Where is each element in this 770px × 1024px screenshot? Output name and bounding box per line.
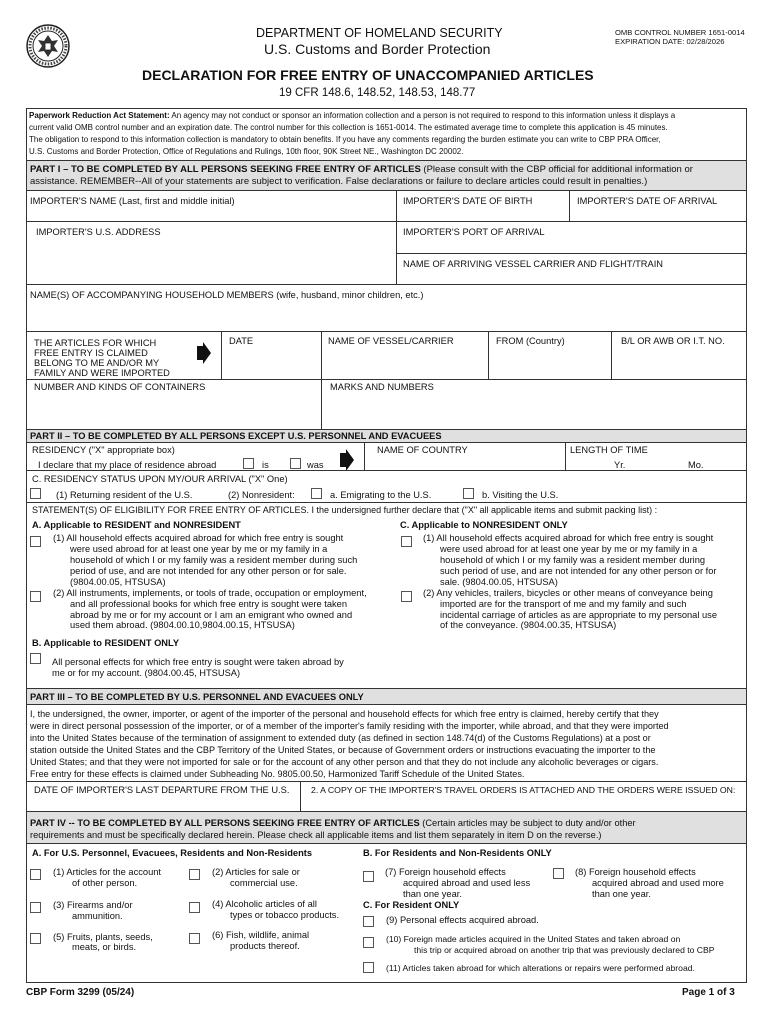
last-departure-label[interactable]: DATE OF IMPORTER'S LAST DEPARTURE FROM THE U.S. xyxy=(34,785,290,795)
paperwork-line-3: The obligation to respond to this information collection is mandatory to obtain benefits. If you have any comments regarding the burden estimate you can write to CBP PRA Officer, xyxy=(29,135,661,144)
a1-line-1: (1) All household effects acquired abroad for which free entry is sought xyxy=(53,533,344,543)
arrow-right-icon xyxy=(340,449,354,471)
part1-heading xyxy=(30,165,693,176)
b-line-1: All personal effects for which free entry is sought were taken abroad by xyxy=(52,657,344,667)
item3-line-1: (3) Firearms and/or xyxy=(53,900,133,910)
item11-label: (11) Articles taken abroad for which alterations or repairs were performed abroad. xyxy=(386,963,695,973)
date-label[interactable]: DATE xyxy=(229,336,254,346)
a1-line-5: (9804.00.05, HTSUSA) xyxy=(70,577,166,587)
c1-line-1: (1) All household effects acquired abroad for which free entry is sought xyxy=(423,533,714,543)
part3-line-5: United States; and that they were not imported for sale or for the account of any other person and that they do not include any alcoholic beverages or cigars. xyxy=(30,757,659,767)
item8-line-3: than one year. xyxy=(592,889,651,899)
dhs-seal xyxy=(26,24,70,68)
form-title: DECLARATION FOR FREE ENTRY OF UNACCOMPANIED ARTICLES xyxy=(142,67,594,83)
item2-checkbox[interactable] xyxy=(189,869,200,880)
a1-line-3: household of which I or my family was a resident member during such xyxy=(70,555,358,565)
item7-line-3: than one year. xyxy=(403,889,462,899)
c2-line-2: imported are for the transport of me and my family and such xyxy=(440,599,687,609)
item10-line-2: this trip or acquired abroad on another trip that was previously declared to CBP xyxy=(414,945,715,955)
part3-line-1: I, the undersigned, the owner, importer, or agent of the importer of the personal and household effects for which free entry is claimed, hereby certify that they xyxy=(30,709,659,719)
item1-checkbox[interactable] xyxy=(30,869,41,880)
agency-name: U.S. Customs and Border Protection xyxy=(264,41,491,57)
paperwork-line-1: An agency may not conduct or sponsor an information collection and a person is not required to respond to this information unless it displays a xyxy=(169,111,676,120)
part3-line-4: station outside the United States and the CBP Territory of the United States, or because of Government orders or instructions evacuating the importer to the xyxy=(30,745,656,755)
c2-line-3: incidental carriage of articles as are appropriate to my personal use xyxy=(440,610,717,620)
c2-line-4: of the conveyance. (9804.00.35, HTSUSA) xyxy=(440,620,617,630)
years-label[interactable]: Yr. xyxy=(614,460,626,470)
paperwork-line-2: current valid OMB control number and an expiration date. The control number for this collection is 1651-0014. The estimated average time to complete this application is 45 minutes. xyxy=(29,123,668,132)
omb-control-number: OMB CONTROL NUMBER 1651-0014 xyxy=(615,28,745,37)
residence-was-checkbox[interactable] xyxy=(290,458,301,469)
item5-line-2: meats, or birds. xyxy=(72,942,137,952)
part1-heading-bold: PART I – TO BE COMPLETED BY ALL PERSONS SEEKING FREE ENTRY OF ARTICLES xyxy=(30,164,421,175)
c1-line-2: were used abroad for at least one year by me or my family in a xyxy=(440,544,698,554)
c1-checkbox[interactable] xyxy=(401,536,412,547)
item4-line-1: (4) Alcoholic articles of all xyxy=(212,899,317,909)
item8-line-2: acquired abroad and used more xyxy=(592,878,724,888)
part4-heading xyxy=(30,818,636,829)
part4-a-heading: A. For U.S. Personnel, Evacuees, Residents and Non-Residents xyxy=(32,848,313,858)
item9-label: (9) Personal effects acquired abroad. xyxy=(386,915,539,925)
date-of-birth-label[interactable]: IMPORTER'S DATE OF BIRTH xyxy=(403,196,533,206)
item7-line-1: (7) Foreign household effects xyxy=(385,867,506,877)
item2-line-2: commercial use. xyxy=(230,878,298,888)
item5-checkbox[interactable] xyxy=(30,933,41,944)
visiting-label: b. Visiting the U.S. xyxy=(482,490,559,500)
months-label[interactable]: Mo. xyxy=(688,460,704,470)
arrow-right-icon xyxy=(197,342,211,364)
travel-orders-label[interactable]: 2. A COPY OF THE IMPORTER'S TRAVEL ORDERS IS ATTACHED AND THE ORDERS WERE ISSUED ON: xyxy=(311,785,736,795)
household-members-label[interactable]: NAME(S) OF ACCOMPANYING HOUSEHOLD MEMBERS (wife, husband, minor children, etc.) xyxy=(30,290,424,300)
form-number: CBP Form 3299 (05/24) xyxy=(26,987,135,998)
b-checkbox[interactable] xyxy=(30,653,41,664)
a2-line-4: used them abroad. (9804.00.10,9804.00.15, HTSUSA) xyxy=(70,620,295,630)
b-line-2: me or for my account. (9804.00.45, HTSUSA) xyxy=(52,668,241,678)
a1-line-4: period of use, and are not intended for any other person or for sale. xyxy=(70,566,347,576)
part4-c-heading: C. For Resident ONLY xyxy=(363,900,460,910)
c2-line-1: (2) Any vehicles, trailers, bicycles or other means of conveyance being xyxy=(423,588,713,598)
item9-checkbox[interactable] xyxy=(363,916,374,927)
c1-line-4: such period of use, and are not intended for any other person or for xyxy=(440,566,717,576)
a1-line-2: were used abroad for at least one year by me or my family in a xyxy=(70,544,328,554)
item10-checkbox[interactable] xyxy=(363,937,374,948)
item3-line-2: ammunition. xyxy=(72,911,123,921)
part3-line-2: were in direct personal possession of the importer, or of a member of the importer's family residing with the importer, while abroad, and that they were imported xyxy=(30,721,669,731)
eligibility-statement: STATEMENT(S) OF ELIGIBILITY FOR FREE ENTRY OF ARTICLES. I the undersigned further declare that ("X" all applicable items and submit packing list) : xyxy=(32,505,658,515)
part4-b-heading: B. For Residents and Non-Residents ONLY xyxy=(363,848,552,858)
residence-was-label: was xyxy=(307,460,324,470)
returning-resident-checkbox[interactable] xyxy=(30,488,41,499)
residence-is-label: is xyxy=(262,460,269,470)
part2-heading: PART II – TO BE COMPLETED BY ALL PERSONS EXCEPT U.S. PERSONNEL AND EVACUEES xyxy=(30,431,442,441)
a2-line-1: (2) All instruments, implements, or tools of trade, occupation or employment, xyxy=(53,588,367,598)
emigrating-label: a. Emigrating to the U.S. xyxy=(330,490,432,500)
c2-checkbox[interactable] xyxy=(401,591,412,602)
visiting-checkbox[interactable] xyxy=(463,488,474,499)
date-of-arrival-label[interactable]: IMPORTER'S DATE OF ARRIVAL xyxy=(577,196,718,206)
section-a-heading: A. Applicable to RESIDENT and NONRESIDENT xyxy=(32,520,241,530)
page-number: Page 1 of 3 xyxy=(682,987,735,998)
item3-checkbox[interactable] xyxy=(30,902,41,913)
returning-resident-label: (1) Returning resident of the U.S. xyxy=(56,490,193,500)
part1-heading-note: (Please consult with the CBP official for additional information or xyxy=(420,164,693,175)
cfr-reference: 19 CFR 148.6, 148.52, 148.53, 148.77 xyxy=(279,87,476,99)
item10-line-1: (10) Foreign made articles acquired in the United States and taken abroad on xyxy=(386,934,681,944)
item4-line-2: types or tobacco products. xyxy=(230,910,340,920)
part4-heading-note: (Certain articles may be subject to duty and/or other xyxy=(419,818,636,828)
c1-line-3: household of which I or my family was a resident member during xyxy=(440,555,706,565)
nonresident-label: (2) Nonresident: xyxy=(228,490,295,500)
residency-status-label: C. RESIDENCY STATUS UPON MY/OUR ARRIVAL ("X" One) xyxy=(32,474,288,484)
c1-line-5: sale. (9804.00.05, HTSUSA) xyxy=(440,577,558,587)
a1-checkbox[interactable] xyxy=(30,536,41,547)
item8-checkbox[interactable] xyxy=(553,868,564,879)
part3-line-6: Free entry for these effects is claimed under Subheading No. 9805.00.50, Harmonized Tariff Schedule of the United States. xyxy=(30,769,525,779)
part4-heading-line-2: requirements and must be specifically declared herein. Please check all applicable items and list them separately in item D on the reverse.) xyxy=(30,830,602,840)
item6-line-2: products thereof. xyxy=(230,941,300,951)
port-of-arrival-label[interactable]: IMPORTER'S PORT OF ARRIVAL xyxy=(403,227,545,237)
item6-checkbox[interactable] xyxy=(189,933,200,944)
a2-line-2: and all professional books for which free entry is sought were taken xyxy=(70,599,347,609)
residence-is-checkbox[interactable] xyxy=(243,458,254,469)
omb-expiration-date: EXPIRATION DATE: 02/28/2026 xyxy=(615,37,725,46)
importer-name-label[interactable]: IMPORTER'S NAME (Last, first and middle initial) xyxy=(30,196,235,206)
bl-awb-label[interactable]: B/L OR AWB OR I.T. NO. xyxy=(621,336,725,346)
emigrating-checkbox[interactable] xyxy=(311,488,322,499)
country-name-label[interactable]: NAME OF COUNTRY xyxy=(377,445,468,455)
residency-label: RESIDENCY ("X" appropriate box) xyxy=(32,445,175,455)
part1-heading-line-2: assistance. REMEMBER--All of your statements are subject to verification. False declarations or failure to declare articles could result in penalties.) xyxy=(30,176,648,187)
item7-checkbox[interactable] xyxy=(363,871,374,882)
part3-heading: PART III – TO BE COMPLETED BY U.S. PERSONNEL AND EVACUEES ONLY xyxy=(30,692,364,702)
containers-label[interactable]: NUMBER AND KINDS OF CONTAINERS xyxy=(34,382,206,392)
paperwork-label: Paperwork Reduction Act Statement: xyxy=(29,111,170,120)
length-of-time-label: LENGTH OF TIME xyxy=(570,445,648,455)
item11-checkbox[interactable] xyxy=(363,962,374,973)
item2-line-1: (2) Articles for sale or xyxy=(212,867,300,877)
articles-claim-line-3: BELONG TO ME AND/OR MY xyxy=(34,358,160,368)
vessel-flight-label[interactable]: NAME OF ARRIVING VESSEL CARRIER AND FLIGHT/TRAIN xyxy=(403,259,664,269)
item7-line-2: acquired abroad and used less xyxy=(403,878,531,888)
department-name: DEPARTMENT OF HOMELAND SECURITY xyxy=(256,26,503,40)
item1-line-1: (1) Articles for the account xyxy=(53,867,161,877)
residence-declaration: I declare that my place of residence abroad xyxy=(38,460,217,470)
part4-heading-bold: PART IV -- TO BE COMPLETED BY ALL PERSONS SEEKING FREE ENTRY OF ARTICLES xyxy=(30,818,420,828)
section-c-heading: C. Applicable to NONRESIDENT ONLY xyxy=(400,520,568,530)
vessel-carrier-label[interactable]: NAME OF VESSEL/CARRIER xyxy=(328,336,454,346)
articles-claim-line-1: THE ARTICLES FOR WHICH xyxy=(34,338,157,348)
a2-line-3: abroad by me or for my account or I am an emigrant who owned and xyxy=(70,610,353,620)
section-b-heading: B. Applicable to RESIDENT ONLY xyxy=(32,638,180,648)
marks-numbers-label[interactable]: MARKS AND NUMBERS xyxy=(330,382,434,392)
item6-line-1: (6) Fish, wildlife, animal xyxy=(212,930,310,940)
item5-line-1: (5) Fruits, plants, seeds, xyxy=(53,932,153,942)
a2-checkbox[interactable] xyxy=(30,591,41,602)
articles-claim-line-2: FREE ENTRY IS CLAIMED xyxy=(34,348,148,358)
us-address-label[interactable]: IMPORTER'S U.S. ADDRESS xyxy=(36,227,161,237)
paperwork-line-4: U.S. Customs and Border Protection, Office of Regulations and Rulings, 10th floor, 90K Street NE., Washington DC 20002. xyxy=(29,147,464,156)
articles-claim-line-4: FAMILY AND WERE IMPORTED xyxy=(34,368,170,378)
part3-line-3: into the United States because of the termination of assignment to extended duty (as defined in section 148.74(d) of the Customs Regulations) at a post or xyxy=(30,733,651,743)
item8-line-1: (8) Foreign household effects xyxy=(575,867,696,877)
item1-line-2: of other person. xyxy=(72,878,138,888)
item4-checkbox[interactable] xyxy=(189,902,200,913)
from-country-label[interactable]: FROM (Country) xyxy=(496,336,565,346)
